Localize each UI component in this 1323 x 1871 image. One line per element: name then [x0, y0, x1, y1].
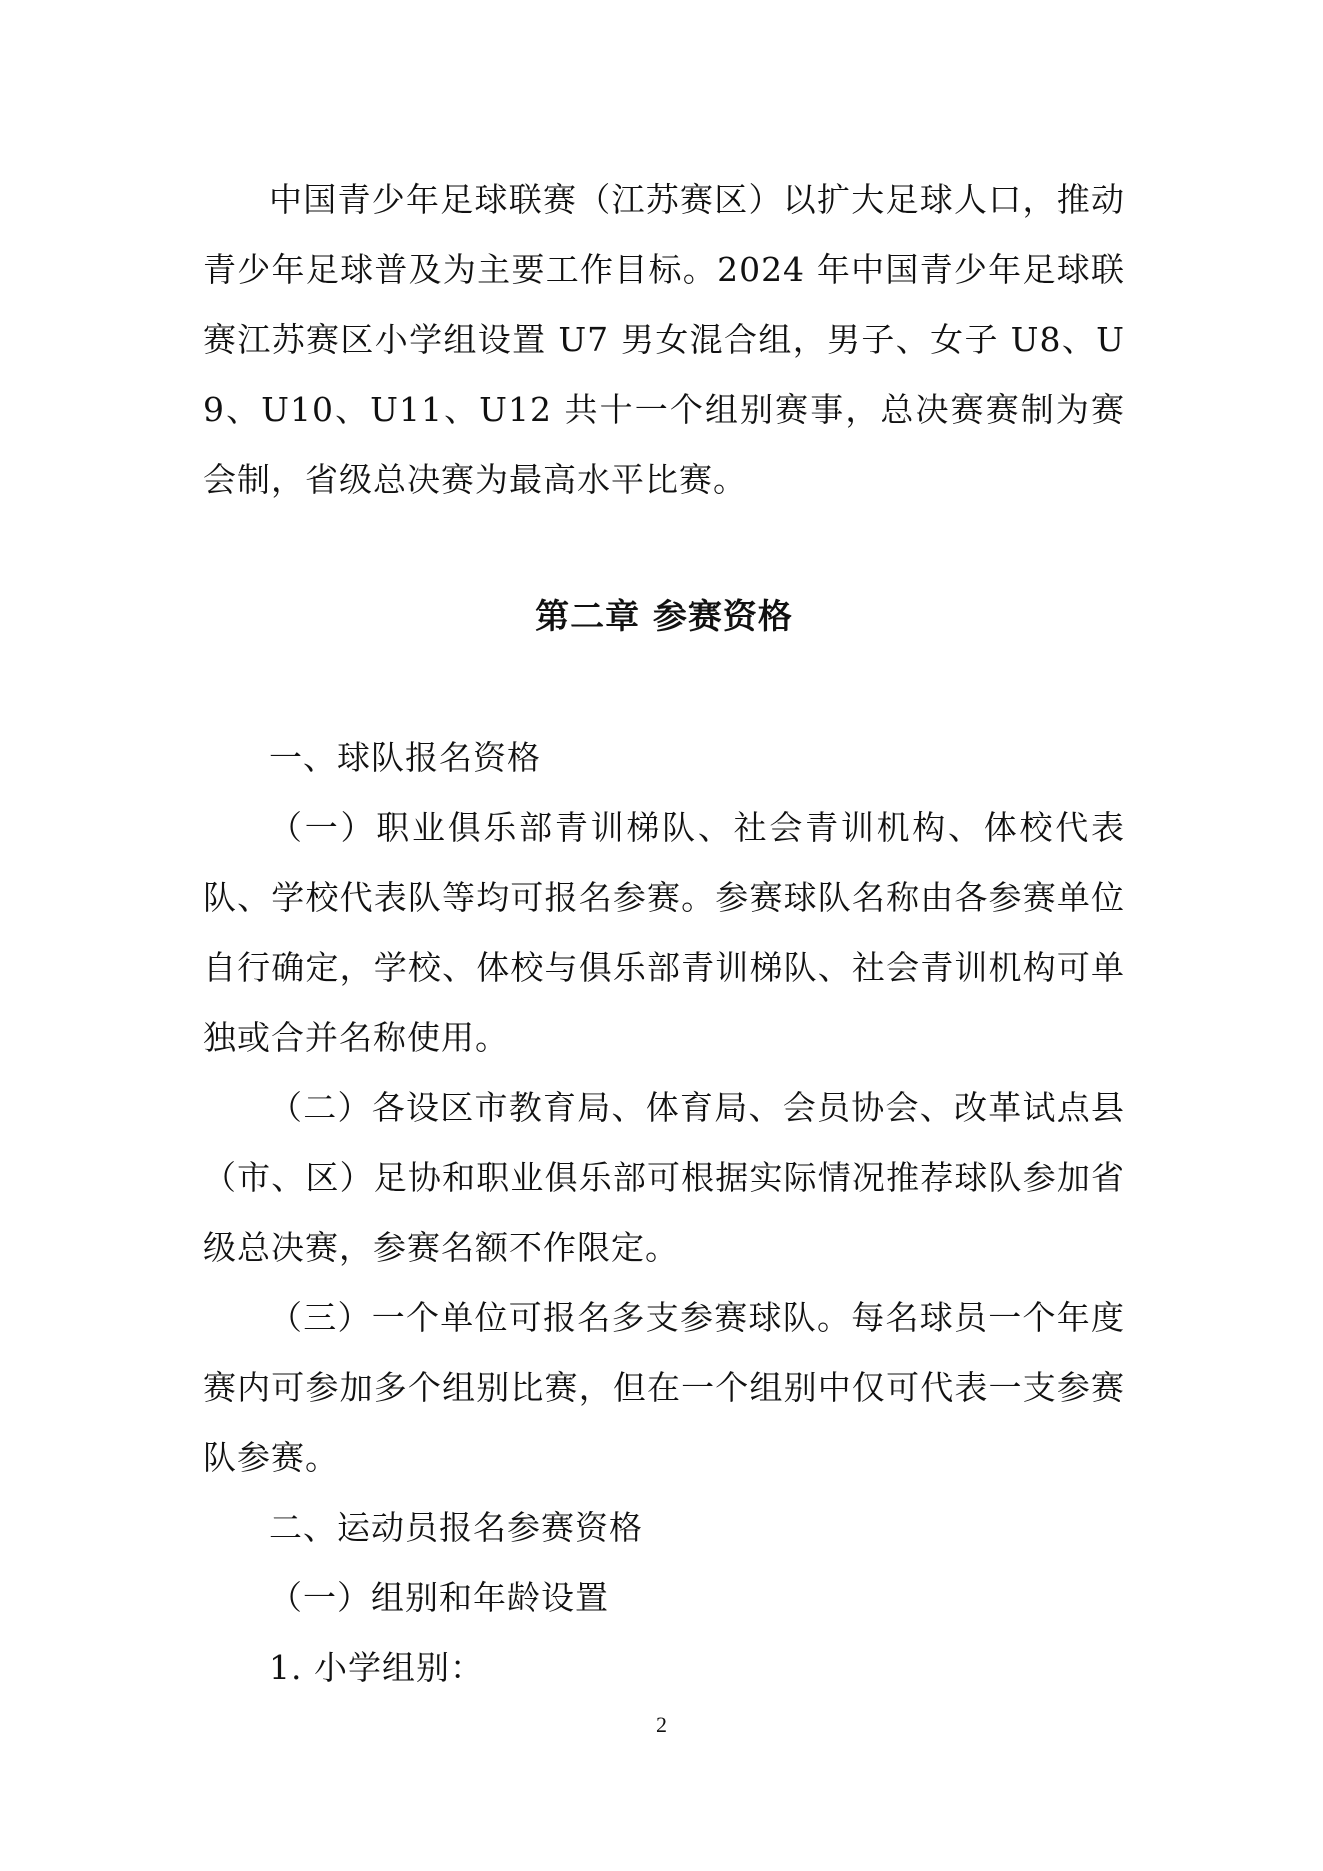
page-number: 2	[656, 1712, 667, 1737]
chapter-title: 第二章 参赛资格	[535, 597, 793, 637]
player-item-1: 1. 小学组别：	[269, 1648, 484, 1687]
team-item-1: （一）职业俱乐部青训梯队、社会青训机构、体校代表队、学校代表队等均可报名参赛。参赛球队名称由各参赛单位自行确定，学校、体校与俱乐部青训梯队、社会青训机构可单独或合并名称使用。	[203, 808, 1125, 1057]
intro-paragraph: 中国青少年足球联赛（江苏赛区）以扩大足球人口，推动青少年足球普及为主要工作目标。2024 年中国青少年足球联赛江苏赛区小学组设置 U7 男女混合组，男子、女子 U8、U9、U10、U11、U12 共十一个组别赛事，总决赛赛制为赛会制，省级总决赛为最高水平比赛。	[203, 180, 1125, 499]
section-heading-team: 一、球队报名资格	[269, 738, 541, 777]
player-subheading: （一）组别和年龄设置	[269, 1578, 609, 1617]
team-item-2: （二）各设区市教育局、体育局、会员协会、改革试点县（市、区）足协和职业俱乐部可根据实际情况推荐球队参加省级总决赛，参赛名额不作限定。	[203, 1088, 1125, 1267]
eligibility-section	[203, 723, 1125, 1703]
section-heading-player: 二、运动员报名参赛资格	[269, 1508, 643, 1547]
intro-block	[203, 165, 1125, 515]
team-item-3: （三）一个单位可报名多支参赛球队。每名球员一个年度赛内可参加多个组别比赛，但在一个组别中仅可代表一支参赛队参赛。	[203, 1298, 1125, 1477]
